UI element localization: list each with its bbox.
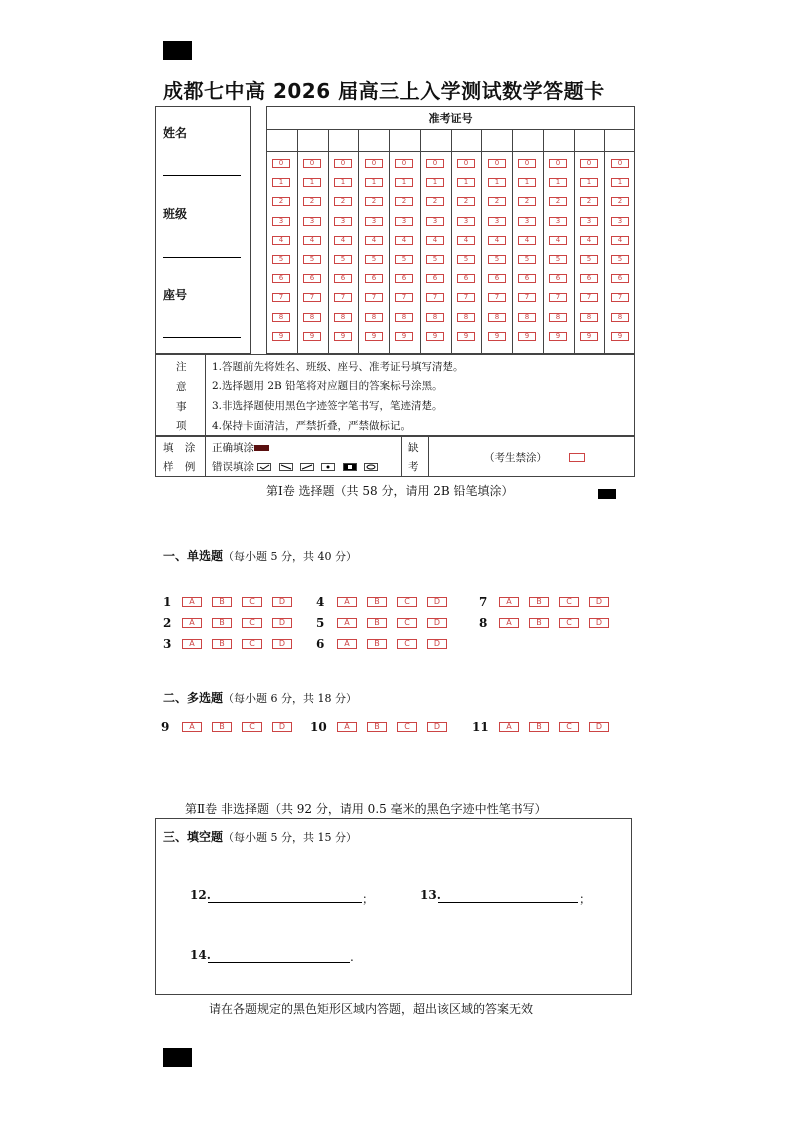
exam-id-digit-bubble[interactable]: 7	[426, 293, 444, 302]
note-line-2: 2.选择题用 2B 铅笔将对应题目的答案标号涂黑。	[212, 380, 443, 392]
exam-id-digit-bubble[interactable]: 4	[426, 236, 444, 245]
exam-id-digit-bubble[interactable]: 4	[457, 236, 475, 245]
exam-id-digit-bubble[interactable]: 6	[395, 274, 413, 283]
exam-id-digit-bubble[interactable]: 0	[395, 159, 413, 168]
exam-id-digit-bubble[interactable]: 1	[395, 178, 413, 187]
option-bubble-d[interactable]: D	[272, 722, 292, 732]
fill-label-line1: 填 涂	[163, 442, 200, 454]
exam-id-digit-bubble[interactable]: 2	[611, 197, 629, 206]
exam-id-digit-bubble[interactable]: 2	[488, 197, 506, 206]
exam-id-digit-bubble[interactable]: 2	[395, 197, 413, 206]
option-bubble-c[interactable]: C	[559, 597, 579, 607]
exam-id-digit-bubble[interactable]: 3	[334, 217, 352, 226]
question-number: 11	[472, 720, 489, 734]
option-bubble-c[interactable]: C	[397, 722, 417, 732]
option-bubble-d[interactable]: D	[589, 597, 609, 607]
exam-id-column-divider	[420, 129, 421, 354]
exam-id-column-divider	[451, 129, 452, 354]
absent-note: （考生禁涂）	[484, 452, 547, 464]
correct-fill-label	[212, 440, 269, 455]
option-bubble-c[interactable]: C	[559, 618, 579, 628]
option-bubble-b[interactable]: B	[529, 618, 549, 628]
exam-id-column-divider	[574, 129, 575, 354]
notes-label-1: 注	[176, 361, 187, 373]
option-bubble-a[interactable]: A	[182, 597, 202, 607]
exam-id-digit-bubble[interactable]: 6	[334, 274, 352, 283]
exam-id-digit-bubble[interactable]: 2	[334, 197, 352, 206]
exam-id-digit-bubble[interactable]: 5	[457, 255, 475, 264]
exam-id-digit-bubble[interactable]: 4	[488, 236, 506, 245]
fill-in-section-title	[163, 828, 357, 845]
exam-id-digit-bubble[interactable]: 0	[611, 159, 629, 168]
exam-id-digit-bubble[interactable]: 0	[580, 159, 598, 168]
absent-bubble[interactable]	[569, 453, 585, 462]
exam-id-digit-bubble[interactable]: 8	[334, 313, 352, 322]
exam-id-digit-bubble[interactable]: 9	[488, 332, 506, 341]
wrong-fill-label	[212, 459, 382, 474]
exam-id-digit-bubble[interactable]: 8	[303, 313, 321, 322]
exam-id-digit-bubble[interactable]: 9	[426, 332, 444, 341]
single-choice-section-title	[163, 547, 357, 564]
exam-id-digit-bubble[interactable]: 2	[457, 197, 475, 206]
question-number: 5	[316, 616, 325, 630]
option-bubble-a[interactable]: A	[337, 597, 357, 607]
q13-answer-line[interactable]	[438, 902, 578, 903]
exam-id-digit-bubble[interactable]: 9	[611, 332, 629, 341]
note-line-3: 3.非选择题使用黑色字迹签字笔书写，笔迹清楚。	[212, 400, 443, 412]
exam-id-digit-bubble[interactable]: 2	[518, 197, 536, 206]
q12-label: 12.	[190, 888, 211, 902]
option-bubble-b[interactable]: B	[367, 722, 387, 732]
exam-id-digit-bubble[interactable]: 6	[580, 274, 598, 283]
wrong-fill-backslash-icon	[279, 463, 293, 471]
exam-id-digit-bubble[interactable]: 4	[518, 236, 536, 245]
option-bubble-a[interactable]: A	[182, 639, 202, 649]
exam-id-digit-bubble[interactable]: 9	[580, 332, 598, 341]
fill-absent-divider-a	[401, 436, 402, 477]
absent-label-line2: 考	[408, 461, 419, 473]
exam-id-digit-bubble[interactable]: 6	[518, 274, 536, 283]
exam-id-digit-bubble[interactable]: 5	[488, 255, 506, 264]
option-bubble-c[interactable]: C	[242, 639, 262, 649]
part2-heading: 第Ⅱ卷 非选择题（共 92 分，请用 0.5 毫米的黑色字迹中性笔书写）	[185, 802, 547, 816]
notes-label-4: 项	[176, 420, 187, 432]
exam-id-digit-bubble[interactable]: 2	[303, 197, 321, 206]
single-choice-title: 一、单选题	[163, 549, 224, 563]
exam-id-digit-bubble[interactable]: 2	[272, 197, 290, 206]
option-bubble-b[interactable]: B	[367, 597, 387, 607]
question-number: 8	[479, 616, 488, 630]
exam-id-column-divider	[358, 129, 359, 354]
exam-id-digit-bubble[interactable]: 9	[395, 332, 413, 341]
exam-id-digit-bubble[interactable]: 7	[611, 293, 629, 302]
exam-id-digit-bubble[interactable]: 9	[334, 332, 352, 341]
exam-id-digit-bubble[interactable]: 9	[272, 332, 290, 341]
exam-id-column-divider	[297, 129, 298, 354]
wrong-fill-dot-icon	[321, 463, 335, 471]
part1-heading: 第Ⅰ卷 选择题（共 58 分，请用 2B 铅笔填涂）	[266, 484, 514, 498]
option-bubble-c[interactable]: C	[397, 597, 417, 607]
exam-id-digit-bubble[interactable]: 1	[549, 178, 567, 187]
question-number: 1	[163, 595, 172, 609]
exam-id-digit-bubble[interactable]: 9	[518, 332, 536, 341]
exam-id-digit-bubble[interactable]: 3	[580, 217, 598, 226]
exam-id-digit-bubble[interactable]: 9	[365, 332, 383, 341]
question-number: 2	[163, 616, 172, 630]
exam-id-digit-bubble[interactable]: 0	[518, 159, 536, 168]
class-field[interactable]	[163, 257, 241, 258]
exam-id-digit-bubble[interactable]: 3	[611, 217, 629, 226]
exam-id-digit-bubble[interactable]: 1	[488, 178, 506, 187]
option-bubble-d[interactable]: D	[427, 618, 447, 628]
exam-id-digit-bubble[interactable]: 4	[580, 236, 598, 245]
question-number: 7	[479, 595, 488, 609]
exam-id-digit-bubble[interactable]: 7	[518, 293, 536, 302]
exam-id-digit-bubble[interactable]: 0	[272, 159, 290, 168]
footer-note: 请在各题规定的黑色矩形区域内答题，超出该区域的答案无效	[209, 1002, 534, 1016]
absent-label-line1: 缺	[408, 442, 419, 454]
option-bubble-b[interactable]: B	[367, 618, 387, 628]
exam-id-digit-bubble[interactable]: 1	[272, 178, 290, 187]
exam-id-digit-bubble[interactable]: 7	[365, 293, 383, 302]
exam-id-digit-bubble[interactable]: 2	[426, 197, 444, 206]
q14-answer-line[interactable]	[208, 962, 350, 963]
exam-id-digit-bubble[interactable]: 3	[518, 217, 536, 226]
class-label: 班级	[163, 207, 188, 221]
exam-id-digit-bubble[interactable]: 1	[611, 178, 629, 187]
question-number: 4	[316, 595, 325, 609]
exam-id-digit-bubble[interactable]: 5	[518, 255, 536, 264]
fill-in-desc: （每小题 5 分，共 15 分）	[223, 831, 357, 844]
fill-in-title: 三、填空题	[163, 830, 224, 844]
exam-id-digit-bubble[interactable]: 4	[549, 236, 567, 245]
exam-id-digit-bubble[interactable]: 8	[426, 313, 444, 322]
option-bubble-c[interactable]: C	[242, 618, 262, 628]
exam-id-digit-bubble[interactable]: 3	[303, 217, 321, 226]
notes-label-3: 事	[176, 401, 187, 413]
exam-id-column-divider	[543, 129, 544, 354]
exam-id-digit-bubble[interactable]: 3	[549, 217, 567, 226]
question-number: 6	[316, 637, 325, 651]
notes-label-divider	[205, 354, 206, 436]
exam-id-bubble-grid	[266, 129, 635, 354]
question-number: 3	[163, 637, 172, 651]
exam-id-digit-bubble[interactable]: 7	[303, 293, 321, 302]
q14-label: 14.	[190, 948, 211, 962]
question-number: 10	[310, 720, 327, 734]
option-bubble-d[interactable]: D	[427, 597, 447, 607]
correct-fill-text: 正确填涂	[212, 442, 254, 454]
exam-id-digit-bubble[interactable]: 6	[272, 274, 290, 283]
option-bubble-c[interactable]: C	[242, 722, 262, 732]
option-bubble-b[interactable]: B	[212, 618, 232, 628]
exam-id-digit-bubble[interactable]: 4	[334, 236, 352, 245]
note-line-1: 1.答题前先将姓名、班级、座号、准考证号填写清楚。	[212, 361, 464, 373]
student-info-box	[155, 106, 251, 354]
name-label: 姓名	[163, 126, 188, 140]
option-bubble-d[interactable]: D	[272, 618, 292, 628]
fill-absent-divider-b	[428, 436, 429, 477]
option-bubble-d[interactable]: D	[427, 722, 447, 732]
exam-id-digit-bubble[interactable]: 5	[365, 255, 383, 264]
exam-id-digit-bubble[interactable]: 8	[580, 313, 598, 322]
exam-id-digit-bubble[interactable]: 7	[549, 293, 567, 302]
exam-id-digit-bubble[interactable]: 8	[518, 313, 536, 322]
exam-id-digit-bubble[interactable]: 0	[457, 159, 475, 168]
option-bubble-d[interactable]: D	[427, 639, 447, 649]
exam-id-digit-bubble[interactable]: 5	[272, 255, 290, 264]
option-bubble-b[interactable]: B	[529, 722, 549, 732]
exam-id-column-divider	[512, 129, 513, 354]
wrong-fill-partial-icon	[343, 463, 357, 471]
exam-id-digit-bubble[interactable]: 3	[365, 217, 383, 226]
option-bubble-b[interactable]: B	[367, 639, 387, 649]
seat-label: 座号	[163, 288, 188, 302]
option-bubble-b[interactable]: B	[529, 597, 549, 607]
option-bubble-d[interactable]: D	[589, 722, 609, 732]
notes-label-2: 意	[176, 381, 187, 393]
exam-id-digit-bubble[interactable]: 6	[365, 274, 383, 283]
option-bubble-c[interactable]: C	[242, 597, 262, 607]
exam-id-digit-bubble[interactable]: 4	[395, 236, 413, 245]
exam-id-column-divider	[328, 129, 329, 354]
exam-id-column-divider	[604, 129, 605, 354]
exam-id-digit-bubble[interactable]: 6	[457, 274, 475, 283]
option-bubble-c[interactable]: C	[397, 639, 417, 649]
exam-id-digit-bubble[interactable]: 9	[457, 332, 475, 341]
option-bubble-c[interactable]: C	[397, 618, 417, 628]
exam-id-digit-bubble[interactable]: 6	[611, 274, 629, 283]
option-bubble-a[interactable]: A	[337, 639, 357, 649]
exam-id-digit-bubble[interactable]: 8	[549, 313, 567, 322]
exam-id-header: 准考证号	[428, 112, 473, 125]
alignment-marker-mid	[598, 489, 616, 499]
exam-id-digit-bubble[interactable]: 5	[580, 255, 598, 264]
q13-label: 13.	[420, 888, 441, 902]
exam-id-digit-bubble[interactable]: 5	[426, 255, 444, 264]
single-choice-desc: （每小题 5 分，共 40 分）	[223, 550, 357, 563]
exam-id-digit-bubble[interactable]: 6	[426, 274, 444, 283]
exam-id-digit-bubble[interactable]: 1	[518, 178, 536, 187]
exam-id-digit-bubble[interactable]: 3	[457, 217, 475, 226]
exam-id-digit-bubble[interactable]: 8	[365, 313, 383, 322]
exam-id-digit-bubble[interactable]: 7	[580, 293, 598, 302]
exam-id-digit-bubble[interactable]: 3	[488, 217, 506, 226]
option-bubble-c[interactable]: C	[559, 722, 579, 732]
exam-id-digit-bubble[interactable]: 0	[426, 159, 444, 168]
exam-id-digit-bubble[interactable]: 8	[395, 313, 413, 322]
option-bubble-a[interactable]: A	[499, 722, 519, 732]
question-number: 9	[161, 720, 170, 734]
exam-id-digit-bubble[interactable]: 1	[303, 178, 321, 187]
option-bubble-a[interactable]: A	[499, 597, 519, 607]
exam-id-digit-bubble[interactable]: 6	[303, 274, 321, 283]
exam-id-digit-bubble[interactable]: 7	[488, 293, 506, 302]
q13-semicolon: ；	[579, 892, 592, 906]
name-field[interactable]	[163, 175, 241, 176]
exam-id-digit-bubble[interactable]: 3	[426, 217, 444, 226]
multi-choice-desc: （每小题 6 分，共 18 分）	[223, 692, 357, 705]
exam-id-digit-bubble[interactable]: 9	[303, 332, 321, 341]
exam-id-digit-bubble[interactable]: 7	[272, 293, 290, 302]
exam-id-digit-bubble[interactable]: 3	[395, 217, 413, 226]
fill-label-line2: 样 例	[163, 461, 200, 473]
exam-id-digit-bubble[interactable]: 9	[549, 332, 567, 341]
wrong-fill-circle-icon	[364, 463, 378, 471]
exam-id-digit-bubble[interactable]: 5	[395, 255, 413, 264]
exam-id-digit-bubble[interactable]: 4	[303, 236, 321, 245]
exam-id-digit-bubble[interactable]: 1	[365, 178, 383, 187]
exam-id-digit-bubble[interactable]: 0	[334, 159, 352, 168]
exam-id-digit-bubble[interactable]: 4	[272, 236, 290, 245]
exam-id-digit-bubble[interactable]: 0	[365, 159, 383, 168]
exam-id-digit-bubble[interactable]: 0	[488, 159, 506, 168]
q12-semicolon: ；	[362, 892, 375, 906]
option-bubble-b[interactable]: B	[212, 722, 232, 732]
note-line-4: 4.保持卡面清洁，严禁折叠，严禁做标记。	[212, 420, 412, 432]
exam-id-column-divider	[481, 129, 482, 354]
multi-choice-title: 二、多选题	[163, 691, 224, 705]
option-bubble-a[interactable]: A	[182, 618, 202, 628]
exam-id-digit-bubble[interactable]: 5	[549, 255, 567, 264]
multi-choice-section-title	[163, 689, 357, 706]
exam-id-column-divider	[389, 129, 390, 354]
exam-id-digit-bubble[interactable]: 8	[611, 313, 629, 322]
exam-id-digit-bubble[interactable]: 2	[580, 197, 598, 206]
fill-label-divider	[205, 436, 206, 477]
exam-id-digit-bubble[interactable]: 8	[488, 313, 506, 322]
exam-id-digit-bubble[interactable]: 5	[334, 255, 352, 264]
option-bubble-d[interactable]: D	[272, 597, 292, 607]
exam-id-digit-bubble[interactable]: 4	[365, 236, 383, 245]
exam-id-digit-bubble[interactable]: 1	[334, 178, 352, 187]
alignment-marker-top	[163, 41, 192, 60]
exam-id-digit-bubble[interactable]: 2	[549, 197, 567, 206]
q12-answer-line[interactable]	[208, 902, 362, 903]
option-bubble-d[interactable]: D	[272, 639, 292, 649]
exam-id-digit-bubble[interactable]: 7	[395, 293, 413, 302]
seat-field[interactable]	[163, 337, 241, 338]
exam-id-digit-bubble[interactable]: 8	[272, 313, 290, 322]
correct-fill-sample	[254, 445, 269, 451]
exam-id-digit-bubble[interactable]: 8	[457, 313, 475, 322]
option-bubble-b[interactable]: B	[212, 597, 232, 607]
wrong-fill-slash-icon	[300, 463, 314, 471]
option-bubble-d[interactable]: D	[589, 618, 609, 628]
exam-id-digit-bubble[interactable]: 5	[303, 255, 321, 264]
exam-id-digit-bubble[interactable]: 5	[611, 255, 629, 264]
exam-id-digit-bubble[interactable]: 1	[580, 178, 598, 187]
exam-id-digit-bubble[interactable]: 0	[549, 159, 567, 168]
option-bubble-a[interactable]: A	[337, 618, 357, 628]
option-bubble-a[interactable]: A	[337, 722, 357, 732]
option-bubble-b[interactable]: B	[212, 639, 232, 649]
exam-id-digit-bubble[interactable]: 2	[365, 197, 383, 206]
exam-id-digit-bubble[interactable]: 3	[272, 217, 290, 226]
exam-id-digit-bubble[interactable]: 1	[457, 178, 475, 187]
exam-id-digit-bubble[interactable]: 6	[549, 274, 567, 283]
option-bubble-a[interactable]: A	[499, 618, 519, 628]
exam-id-digit-bubble[interactable]: 7	[334, 293, 352, 302]
exam-id-digit-bubble[interactable]: 7	[457, 293, 475, 302]
alignment-marker-bottom	[163, 1048, 192, 1067]
q14-period: .	[350, 950, 354, 964]
exam-id-digit-bubble[interactable]: 6	[488, 274, 506, 283]
wrong-fill-check-icon	[257, 463, 271, 471]
wrong-fill-text: 错误填涂	[212, 461, 254, 473]
option-bubble-a[interactable]: A	[182, 722, 202, 732]
exam-id-digit-bubble[interactable]: 1	[426, 178, 444, 187]
exam-id-digit-bubble[interactable]: 4	[611, 236, 629, 245]
page-title: 成都七中高 2026 届高三上入学测试数学答题卡	[163, 79, 605, 103]
exam-id-digit-bubble[interactable]: 0	[303, 159, 321, 168]
